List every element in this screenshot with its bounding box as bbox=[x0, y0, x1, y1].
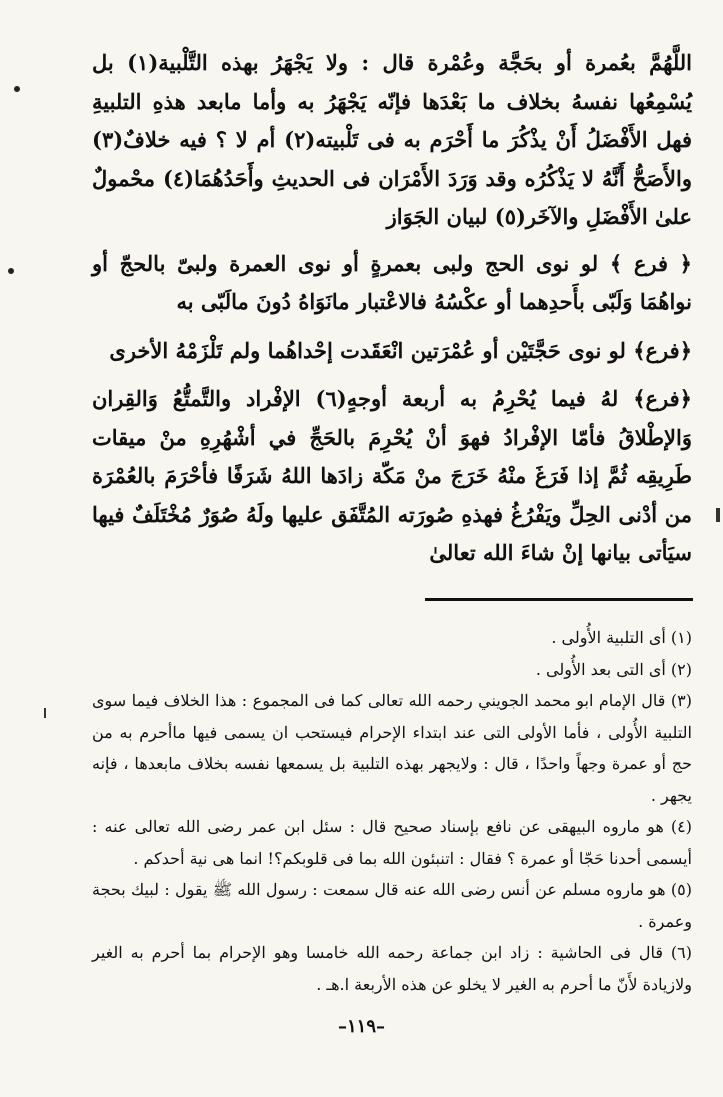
margin-tick bbox=[716, 508, 720, 522]
footnote-3: (٣) قال الإمام ابو محمد الجويني رحمه الله تعالى كما فى المجموع : هذا الخلاف فيما سوى التلبية الأُولى ، فأما الأولى التى عند ابتداء الإحرام فيستحب ان يسمى فيها ماأحرم به من حج أو عمرة وجهاً واحدًا ، قال : ولايجهر بهذه التلبية بل يسمعها نفسه بخلاف مابعدها ، فإنه يجهر . bbox=[92, 691, 692, 805]
page-number: –١١٩– bbox=[337, 1016, 385, 1037]
footnote-2: (٢) أى التى بعد الأُولى . bbox=[535, 659, 692, 679]
footnote-1: (١) أى التلبية الأُولى . bbox=[551, 628, 692, 647]
footnote-6: (٦) قال فى الحاشية : زاد ابن جماعة رحمه الله خامسا وهو الإحرام بما أحرم به الغير ولازيادة لأَنّ ما أحرم به الغير لا يخلو عن هذه الأربعة ا.هـ . bbox=[92, 943, 692, 994]
paragraph-far-2: ﴿فرع﴾ لو نوى حَجَّتَيْن أو عُمْرَتين انْعَقَدت إحْداهُما ولم تَلْزَمْهُ الأخرى bbox=[109, 337, 692, 363]
footnote-4: (٤) هو ماروه البيهقى عن نافع بإسناد صحيح قال : سئل ابن عمر رضى الله تعالى عنه : أيسمى أحدنا حَجّا أو عمرة ؟ فقال : اتنبئون الله بما فى قلوبكم؟! انما هى نية أحدكم . bbox=[92, 817, 692, 868]
main-text bbox=[92, 44, 692, 573]
footnotes bbox=[92, 622, 692, 1000]
paragraph-far-3: ﴿فرع﴾ لهُ فيما يُحْرِمُ به أربعة أوجهٍ(٦) الإفْراد والتَّمتُّعُ وَالقِران وَالإطْلاقُ فأمّا الإفْرادُ فهوَ أنْ يُحْرِمَ بالحَجِّ في أشْهُرِهِ منْ ميقات طَرِيقِه ثُمَّ إذا فَرَغَ منْهُ خَرَجَ منْ مَكّة زادَها اللهُ شَرَفًا فأحْرَمَ بالعُمْرَة من أدْنى الحِلِّ ويَفْرُغُ فهذهِ صُورَته المُتَّفَق عليها ولَهُ صُوَرٌ مُخْتَلَفٌ فيها سيَأتى بيانها إنْ شاءَ الله تعالىٰ bbox=[92, 386, 692, 565]
margin-tick bbox=[44, 708, 46, 718]
margin-mark bbox=[8, 268, 14, 274]
margin-mark bbox=[14, 86, 20, 92]
paragraph-talbiya: اللَّهُمَّ بعُمرة أو بحَجَّة وعُمْرة قال : ولا يَجْهَرُ بهذه التَّلْبية(١) بل يُسْمِعُها نفسهُ بخلاف ما بَعْدَها فإنّه يَجْهَرُ به وأما مابعد هذهِ التلبيةِ فهل الأَفْضَلُ أَنْ يذْكُرَ ما أَحْرَم به فى تَلْبيته(٢) أم لا ؟ فيه خلافٌ(٣) والأَصَحُّ أَنَّهُ لا يَذْكُرُه وقد وَرَدَ الأَمْرَان فى الحديثِ وأَحَدُهُمَا(٤) محْمولٌ علىٰ الأَفْضَلِ والآخَر(٥) لبيان الجَوَاز bbox=[92, 50, 693, 229]
paragraph-far-1: ﴿ فرع ﴾ لو نوى الحج ولبى بعمرةٍ أو نوى العمرة ولبىّ بالحجّ أو نواهُمَا وَلَبّى بأَحدِهما أو عكْسُهُ فالاعْتبار مانَوَاهُ دُونَ مالَبّى به bbox=[92, 250, 692, 314]
footnote-5: (٥) هو ماروه مسلم عن أنس رضى الله عنه قال سمعت : رسول الله ﷺ يقول : لبيك بحجة وعمرة . bbox=[92, 880, 692, 931]
footnote-divider bbox=[425, 598, 693, 601]
